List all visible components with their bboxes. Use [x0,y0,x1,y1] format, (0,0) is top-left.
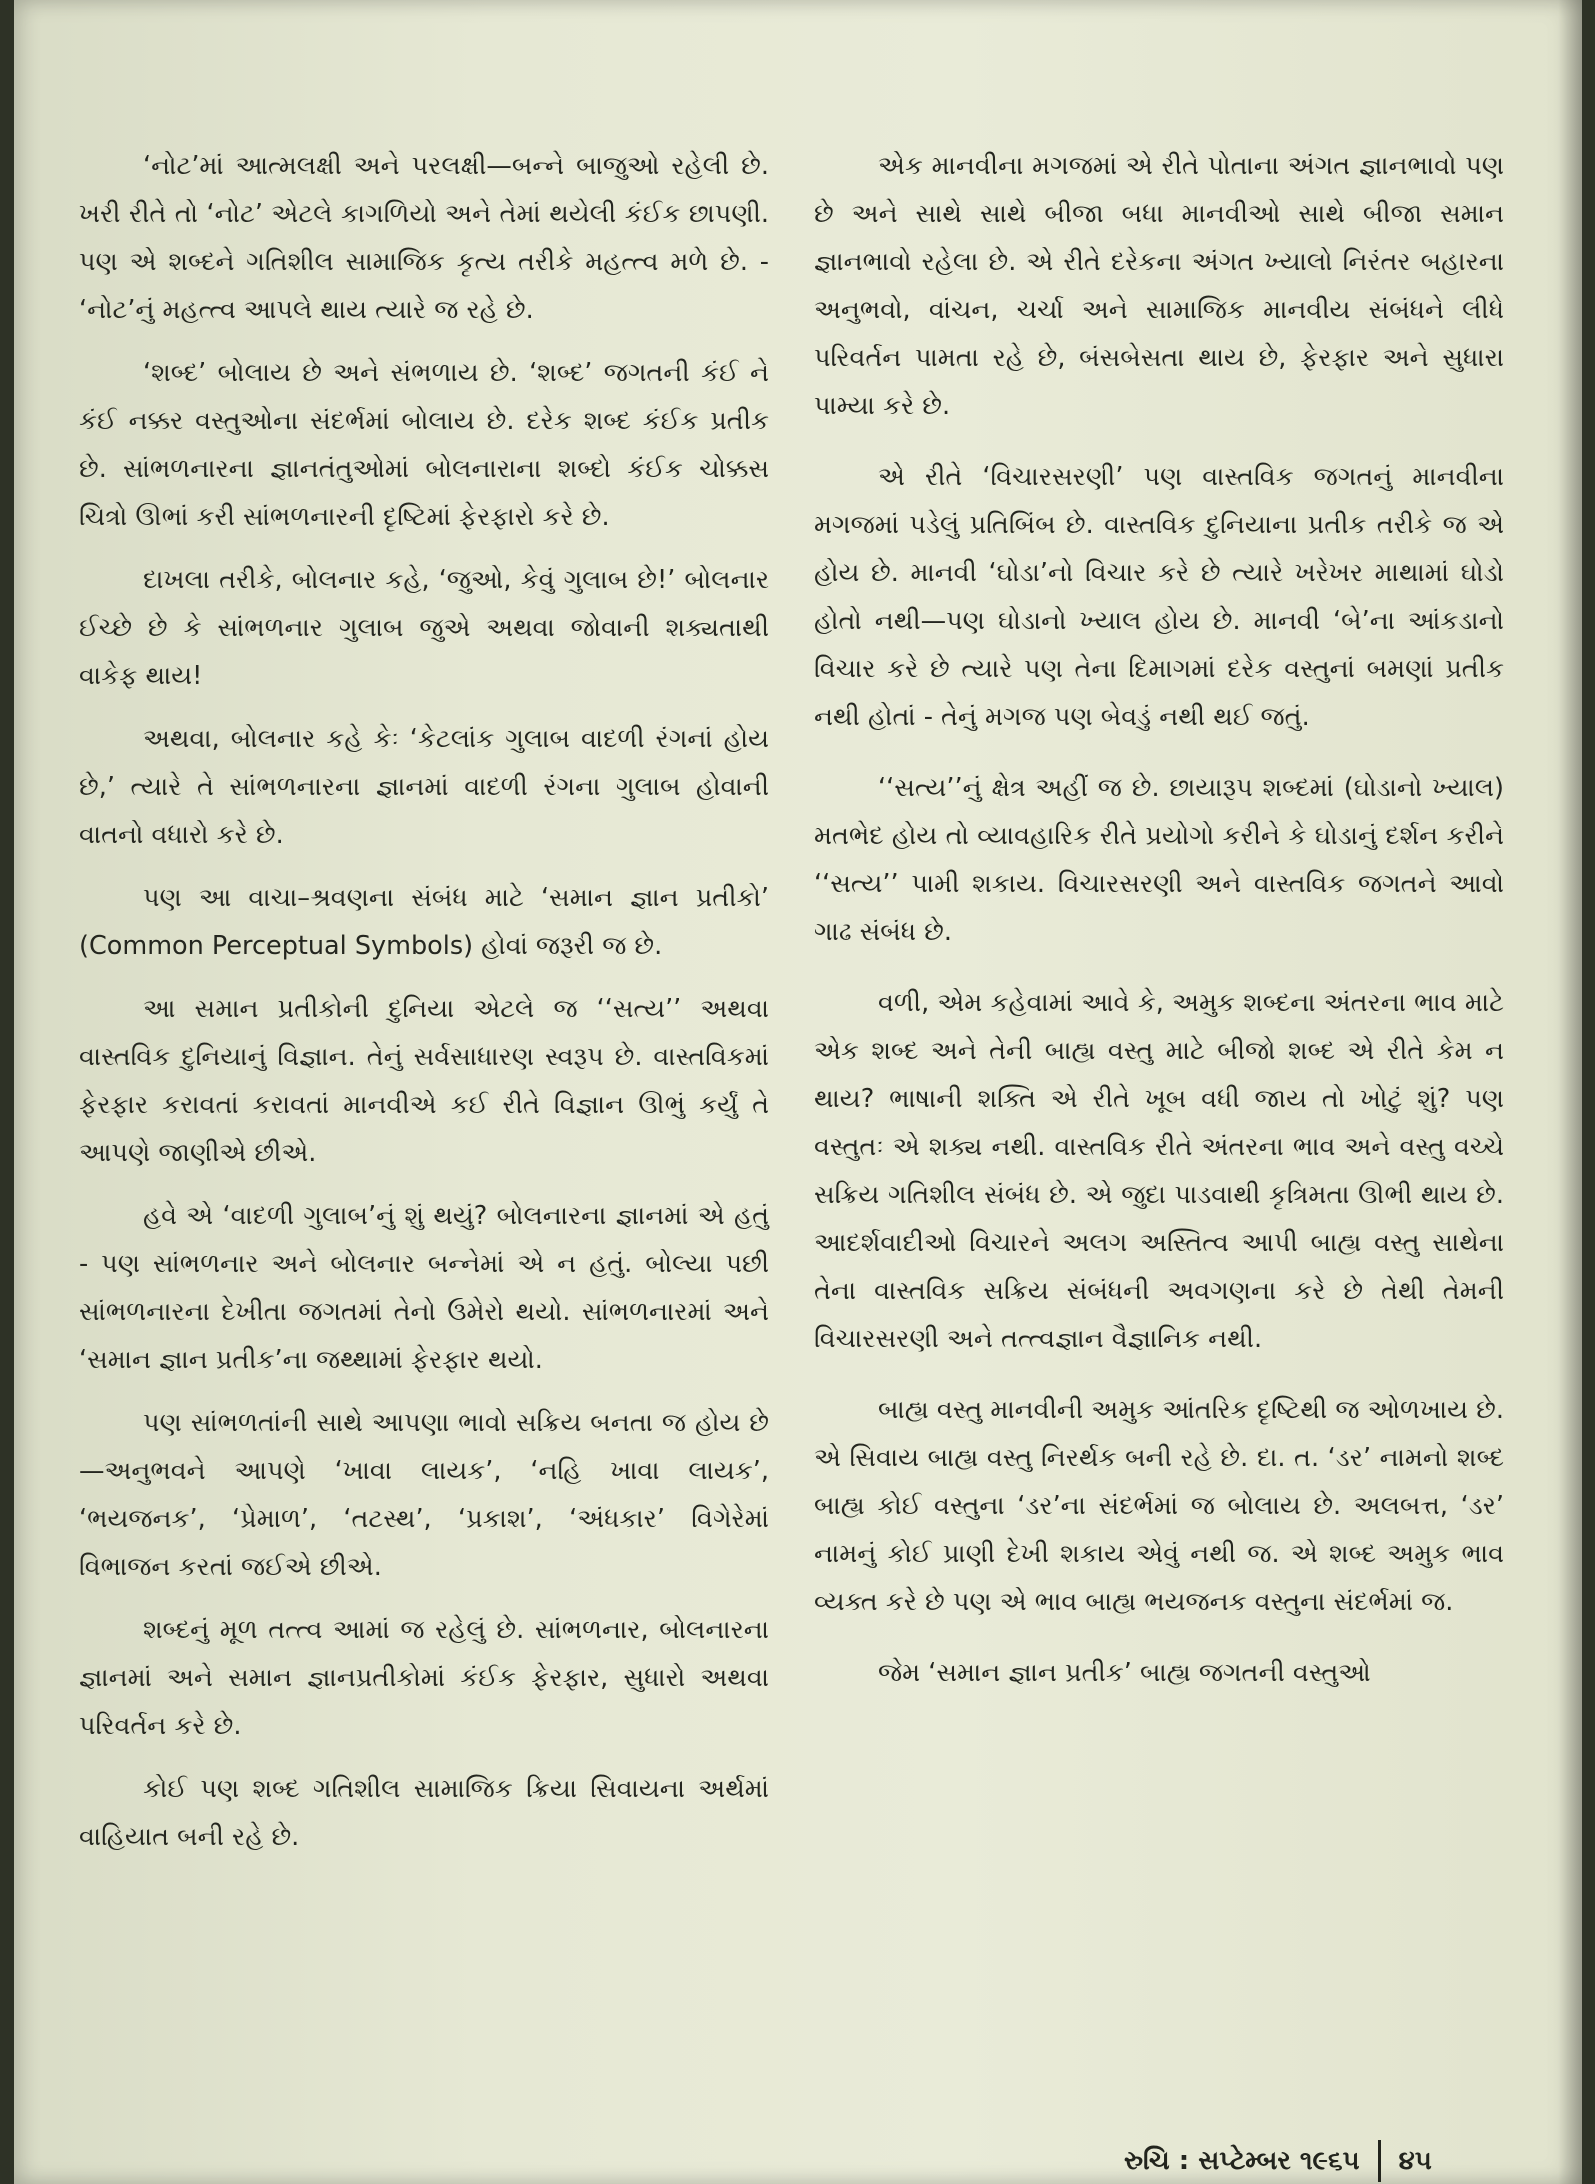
paragraph: એક માનવીના મગજમાં એ રીતે પોતાના અંગત જ્ઞાનભાવો પણ છે અને સાથે સાથે બીજા બધા માનવીઓ સાથે બીજા સમાન જ્ઞાનભાવો રહેલા છે. એ રીતે દરેકના અંગત ખ્યાલો નિરંતર બહારના અનુભવો, વાંચન, ચર્ચા અને સામાજિક માનવીય સંબંધને લીધે પરિવર્તન પામતા રહે છે, બંસબેસતા થાય છે, ફેરફાર અને સુધારા પામ્યા કરે છે. [814,151,1504,421]
paragraph: એ રીતે ‘વિચારસરણી’ પણ વાસ્તવિક જગતનું માનવીના મગજમાં પડેલું પ્રતિબિંબ છે. વાસ્તવિક દુનિયાના પ્રતીક તરીકે જ એ હોય છે. માનવી ‘ઘોડા’નો વિચાર કરે છે ત્યારે ખરેખર માથામાં ઘોડો હોતો નથી—પણ ઘોડાનો ખ્યાલ હોય છે. માનવી ‘બે’ના આંકડાનો વિચાર કરે છે ત્યારે પણ તેના દિમાગમાં દરેક વસ્તુનાં બમણાં પ્રતીક નથી હોતાં - તેનું મગજ પણ બેવડું નથી થઈ જતું. [814,462,1504,732]
paragraph: હવે એ ‘વાદળી ગુલાબ’નું શું થયું? બોલનારના જ્ઞાનમાં એ હતું - પણ સાંભળનાર અને બોલનાર બન્નેમાં એ ન હતું. બોલ્યા પછી સાંભળનારના દેખીતા જગતમાં તેનો ઉમેરો થયો. સાંભળનારમાં અને ‘સમાન જ્ઞાન પ્રતીક’ના જથ્થામાં ફેરફાર થયો. [79,1201,769,1375]
magazine-page [14,0,1582,2184]
paragraph: અથવા, બોલનાર કહે કેઃ ‘કેટલાંક ગુલાબ વાદળી રંગનાં હોય છે,’ ત્યારે તે સાંભળનારના જ્ઞાનમાં વાદળી રંગના ગુલાબ હોવાની વાતનો વધારો કરે છે. [79,724,769,850]
page-footer [1124,2140,1432,2182]
paragraph: કોઈ પણ શબ્દ ગતિશીલ સામાજિક ક્રિયા સિવાયના અર્થમાં વાહિયાત બની રહે છે. [79,1774,769,1852]
page-crease-shadow [1558,0,1582,2184]
paragraph: બાહ્ય વસ્તુ માનવીની અમુક આંતરિક દૃષ્ટિથી જ ઓળખાય છે. એ સિવાય બાહ્ય વસ્તુ નિરર્થક બની રહે છે. દા. ત. ‘ડર’ નામનો શબ્દ બાહ્ય કોઈ વસ્તુના ‘ડર’ના સંદર્ભમાં જ બોલાય છે. અલબત્ત, ‘ડર’ નામનું કોઈ પ્રાણી દેખી શકાય એવું નથી જ. એ શબ્દ અમુક ભાવ વ્યક્ત કરે છે પણ એ ભાવ બાહ્ય ભયજનક વસ્તુના સંદર્ભમાં જ. [814,1395,1504,1617]
paragraph: પણ સાંભળતાંની સાથે આપણા ભાવો સક્રિય બનતા જ હોય છે—અનુભવને આપણે ‘ખાવા લાયક’, ‘નહિ ખાવા લાયક’, ‘ભયજનક’, ‘પ્રેમાળ’, ‘તટસ્થ’, ‘પ્રકાશ’, ‘અંધકાર’ વિગેરેમાં વિભાજન કરતાં જઈએ છીએ. [79,1408,769,1582]
paragraph: વળી, એમ કહેવામાં આવે કે, અમુક શબ્દના અંતરના ભાવ માટે એક શબ્દ અને તેની બાહ્ય વસ્તુ માટે બીજો શબ્દ એ રીતે કેમ ન થાય? ભાષાની શક્તિ એ રીતે ખૂબ વધી જાય તો ખોટું શું? પણ વસ્તુતઃ એ શક્ય નથી. વાસ્તવિક રીતે અંતરના ભાવ અને વસ્તુ વચ્ચે સક્રિય ગતિશીલ સંબંધ છે. એ જુદા પાડવાથી કૃત્રિમતા ઊભી થાય છે. આદર્શવાદીઓ વિચારને અલગ અસ્તિત્વ આપી બાહ્ય વસ્તુ સાથેના તેના વાસ્તવિક સક્રિય સંબંધની અવગણના કરે છે તેથી તેમની વિચારસરણી અને તત્ત્વજ્ઞાન વૈજ્ઞાનિક નથી. [814,988,1504,1354]
paragraph: ‘શબ્દ’ બોલાય છે અને સંભળાય છે. ‘શબ્દ’ જગતની કંઈ ને કંઈ નક્કર વસ્તુઓના સંદર્ભમાં બોલાય છે. દરેક શબ્દ કંઈક પ્રતીક છે. સાંભળનારના જ્ઞાનતંતુઓમાં બોલનારાના શબ્દો કંઈક ચોક્કસ ચિત્રો ઊભાં કરી સાંભળનારની દૃષ્ટિમાં ફેરફારો કરે છે. [79,358,769,532]
page-number: ૪૫ [1398,2145,1432,2176]
paragraph: શબ્દનું મૂળ તત્ત્વ આમાં જ રહેલું છે. સાંભળનાર, બોલનારના જ્ઞાનમાં અને સમાન જ્ઞાનપ્રતીકોમાં કંઈક ફેરફાર, સુધારો અથવા પરિવર્તન કરે છે. [79,1615,769,1741]
publication-issue: રુચિ : સપ્ટેમ્બર ૧૯૬૫ [1124,2145,1360,2176]
left-column [79,142,769,1876]
paragraph: ‘‘સત્ય’’નું ક્ષેત્ર અહીં જ છે. છાયારૂપ શબ્દમાં (ઘોડાનો ખ્યાલ) મતભેદ હોય તો વ્યાવહારિક રીતે પ્રયોગો કરીને કે ઘોડાનું દર્શન કરીને ‘‘સત્ય’’ પામી શકાય. વિચારસરણી અને વાસ્તવિક જગતને આવો ગાઢ સંબંધ છે. [814,773,1504,947]
paragraph: ‘નોટ’માં આત્મલક્ષી અને પરલક્ષી—બન્ને બાજુઓ રહેલી છે. ખરી રીતે તો ‘નોટ’ એટલે કાગળિયો અને તેમાં થયેલી કંઈક છાપણી. પણ એ શબ્દને ગતિશીલ સામાજિક કૃત્ય તરીકે મહત્ત્વ મળે છે. - ‘નોટ’નું મહત્ત્વ આપલે થાય ત્યારે જ રહે છે. [79,151,769,325]
footer-divider [1378,2140,1381,2182]
paragraph: પણ આ વાચા–શ્રવણના સંબંધ માટે ‘સમાન જ્ઞાન પ્રતીકો’ (Common Perceptual Symbols) હોવાં જરૂરી જ છે. [79,883,769,961]
paragraph: જેમ ‘સમાન જ્ઞાન પ્રતીક’ બાહ્ય જગતની વસ્તુઓ [878,1658,1371,1688]
right-column [814,142,1504,1720]
paragraph: આ સમાન પ્રતીકોની દુનિયા એટલે જ ‘‘સત્ય’’ અથવા વાસ્તવિક દુનિયાનું વિજ્ઞાન. તેનું સર્વસાધારણ સ્વરૂપ છે. વાસ્તવિકમાં ફેરફાર કરાવતાં કરાવતાં માનવીએ કઈ રીતે વિજ્ઞાન ઊભું કર્યું તે આપણે જાણીએ છીએ. [79,994,769,1168]
paragraph: દાખલા તરીકે, બોલનાર કહે, ‘જુઓ, કેવું ગુલાબ છે!’ બોલનાર ઈચ્છે છે કે સાંભળનાર ગુલાબ જુએ અથવા જોવાની શક્યતાથી વાકેફ થાય! [79,565,769,691]
